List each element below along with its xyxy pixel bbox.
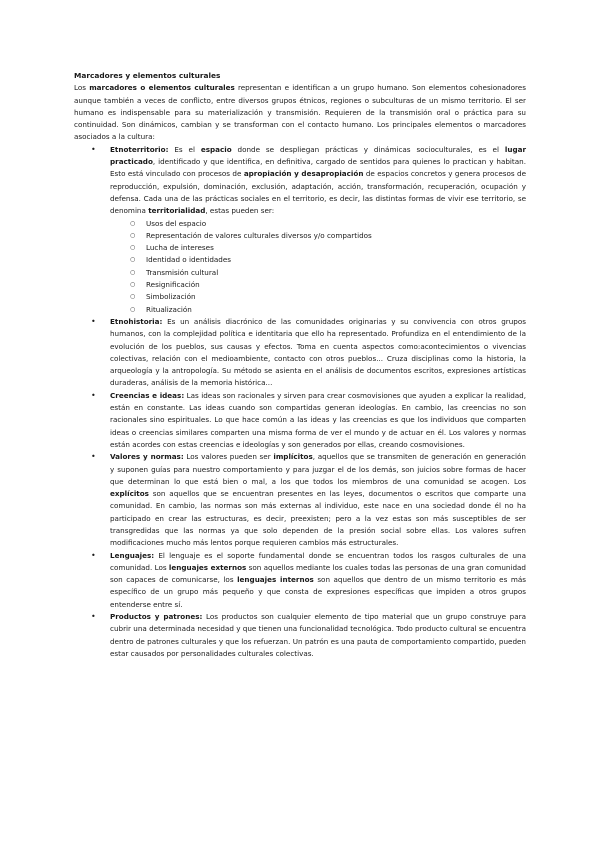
bold-term: lugar practicado xyxy=(110,144,526,167)
territoriality-sublist xyxy=(110,218,526,316)
bold-term: explícitos xyxy=(110,489,149,499)
sublist-item: ○ Simbolización xyxy=(110,291,526,303)
bold-term: Etnohistoria: xyxy=(110,316,163,326)
document-title: Marcadores y elementos culturales xyxy=(74,71,221,80)
bold-term: lenguajes externos xyxy=(168,562,247,572)
bold-term: apropiación y desapropiación xyxy=(243,169,364,179)
text-run: de espacios concretos y genera procesos de reproducción, expulsión, dominación, exclusión, adaptación, acción, transformación, recuperación, ocupación y defensa. Cada una de las prácticas sociales en el territorio, es decir, las distintas formas de vivir ese territorio, se denomina xyxy=(110,169,526,216)
sublist-item: ○ Representación de valores culturales diversos y/o compartidos xyxy=(110,230,526,242)
text-run: Los xyxy=(74,83,90,93)
bold-term: Etnoterritorio: xyxy=(110,144,169,154)
text-run: representan e identifican a un grupo humano. Son elementos cohesionadores aunque también a veces de conflicto, entre diversos grupos étnicos, regiones o subculturas de un mismo territorio. El ser humano es indispensable para su materialización y transmisión. Requieren de la transmisión oral o práctica para su continuidad. Son dinámicos, cambian y se transforman con el contacto humano. Los principales elementos o marcadores asociados a la cultura: xyxy=(74,83,526,142)
list-item xyxy=(74,550,526,611)
intro-paragraph xyxy=(74,82,526,143)
sublist-item: ○ Ritualización xyxy=(110,304,526,316)
sublist-item: ○ Resignificación xyxy=(110,279,526,291)
text-run: , aquellos que se transmiten de generación en generación y suponen guías para nuestro comportamiento y para juzgar el de los demás, son juicios sobre formas de hacer que determinan lo que está bien o mal, a los que todos los miembros de una comunidad se acogen. Los xyxy=(110,452,526,486)
sublist-item: ○ Lucha de intereses xyxy=(110,242,526,254)
text-run: Es el xyxy=(168,144,201,154)
text-run: , identificado y que identifica, en definitiva, cargado de sentidos para quienes lo practican y habitan. Esto está vinculado con procesos de xyxy=(110,157,526,179)
bold-term: territorialidad xyxy=(148,206,206,216)
text-run: donde se despliegan prácticas y dinámicas socioculturales, es el xyxy=(231,144,505,154)
text-run: El lenguaje es el soporte fundamental donde se encuentran todos los rasgos culturales de una comunidad. Los xyxy=(110,550,526,572)
bold-term: marcadores o elementos culturales xyxy=(89,83,235,93)
sublist-item: ○ Transmisión cultural xyxy=(110,267,526,279)
list-item xyxy=(74,144,526,316)
bold-term: Creencias e ideas: xyxy=(110,390,185,400)
bold-term: espacio xyxy=(200,144,232,154)
list-item xyxy=(74,611,526,660)
text-run: Los valores pueden ser xyxy=(183,452,274,462)
text-run: son aquellos que se encuentran presentes en las leyes, documentos o escritos que comparte una comunidad. En cambio, las normas son más externas al individuo, este nace en una sociedad donde él no ha participado en crear las estructuras, es decir, preexisten; pero a la vez estas son más susceptibles de ser transgredidas que las normas ya que solo dependen de la presión social sobre ellas. Los valores sufren modificaciones mucho más lentos porque requieren cambios más estructurales. xyxy=(110,489,526,548)
bold-term: lenguajes internos xyxy=(237,575,314,585)
list-item xyxy=(74,390,526,451)
sublist-item: ○ Usos del espacio xyxy=(110,218,526,230)
text-run: Es un análisis diacrónico de las comunidades originarias y su convivencia con otros grupos humanos, con la complejidad política e identitaria que ello ha representado. Profundiza en el entendimiento de la evolución de los pueblos, sus causas y efectos. Toma en cuenta aspectos como:acontecimientos o vivencias colectivas, relación con el medioambiente, contacto con otros pueblos... Cruza disciplinas como la historia, la arqueología y la antropología. Su método se asienta en el análisis de documentos escritos, expresiones artísticas duraderas, análisis de la memoria histórica... xyxy=(110,316,526,388)
text-run: Las ideas son racionales y sirven para crear cosmovisiones que ayuden a explicar la realidad, están en constante. Las ideas cuando son compartidas generan ideologías. En cambio, las creencias no son racionales sino espirituales. Lo que hace común a las ideas y las creencias es que los individuos que comparten ideas o creencias similares comparten una misma forma de ver el mundo y de actuar en él. Los valores y normas están acordes con estas creencias e ideologías y son generados por ellas, creando cosmovisiones. xyxy=(110,390,527,449)
list-item xyxy=(74,451,526,549)
text-run: son aquellos que dentro de un mismo territorio es más específico de un grupo más pequeño y que consta de expresiones específicas que impiden a otros grupos entenderse entre sí. xyxy=(110,575,526,609)
list-item xyxy=(74,316,526,390)
bold-term: Lenguajes: xyxy=(110,550,155,560)
text-run: , estas pueden ser: xyxy=(205,206,275,216)
bold-term: implícitos xyxy=(273,452,313,462)
text-run: Los productos son cualquier elemento de tipo material que un grupo construye para cubrir una determinada necesidad y que tienen una funcionalidad tecnológica. Todo producto cultural se encuentra dentro de patrones culturales y que los refuerzan. Un patrón es una pauta de comportamiento compartido, pueden estar causados por personalidades culturales colectivas. xyxy=(110,612,526,658)
elements-list xyxy=(74,144,526,660)
sublist-item: ○ Identidad o identidades xyxy=(110,254,526,266)
bold-term: Productos y patrones: xyxy=(110,612,203,622)
bold-term: Valores y normas: xyxy=(110,452,184,462)
text-run: son aquellos mediante los cuales todas las personas de una gran comunidad son capaces de comunicarse, los xyxy=(110,562,526,585)
document-page xyxy=(74,70,526,660)
